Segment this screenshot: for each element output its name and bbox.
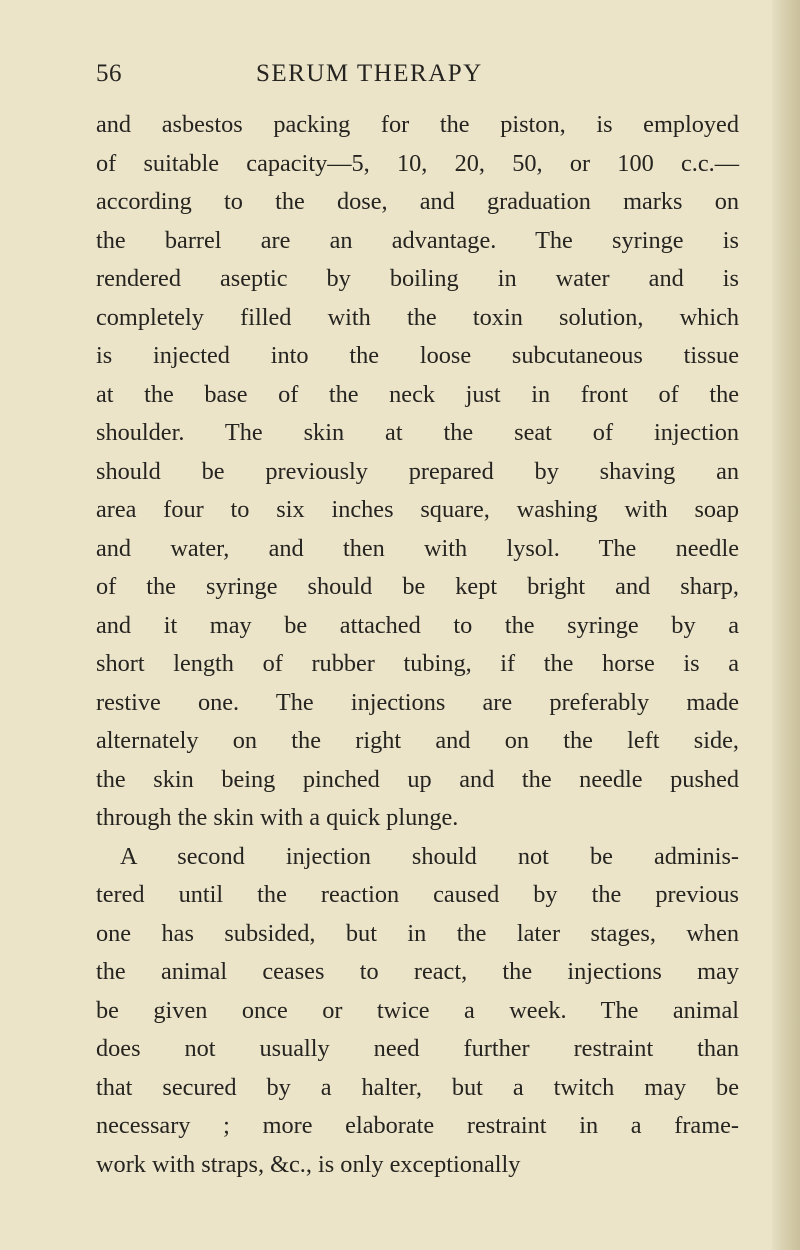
text-line: restive one. The injections are preferably made bbox=[96, 688, 739, 716]
text-line: the barrel are an advantage. The syringe is bbox=[96, 226, 739, 254]
text-line: through the skin with a quick plunge. bbox=[96, 804, 459, 831]
text-line: rendered aseptic by boiling in water and is bbox=[96, 265, 739, 292]
text-line: and it may be attached to the syringe by a bbox=[96, 611, 739, 639]
text-line: at the base of the neck just in front of the bbox=[96, 380, 739, 408]
text-line: the skin being pinched up and the needle pushed bbox=[96, 765, 739, 793]
page-number: 56 bbox=[96, 60, 122, 87]
text-line: alternately on the right and on the left side, bbox=[96, 727, 739, 754]
text-line: one has subsided, but in the later stages, when bbox=[96, 919, 739, 947]
text-line: A second injection should not be adminis- bbox=[120, 842, 739, 870]
text-line: that secured by a halter, but a twitch may be bbox=[96, 1073, 739, 1101]
text-line: is injected into the loose subcutaneous tissue bbox=[96, 342, 739, 369]
text-line: does not usually need further restraint than bbox=[96, 1035, 739, 1062]
text-line: work with straps, &c., is only exceptionally bbox=[96, 1150, 521, 1178]
text-line: according to the dose, and graduation marks on bbox=[96, 188, 739, 215]
text-line: short length of rubber tubing, if the horse is a bbox=[96, 650, 739, 677]
running-head: SERUM THERAPY bbox=[256, 60, 483, 87]
text-line: of suitable capacity—5, 10, 20, 50, or 100 c.c.— bbox=[96, 149, 739, 177]
text-line: and asbestos packing for the piston, is employed bbox=[96, 111, 739, 138]
text-line: area four to six inches square, washing with soap bbox=[96, 496, 739, 523]
page-edge-shadow bbox=[772, 0, 800, 1250]
text-line: should be previously prepared by shaving an bbox=[96, 457, 739, 485]
text-line: shoulder. The skin at the seat of injection bbox=[96, 419, 739, 446]
text-line: be given once or twice a week. The animal bbox=[96, 996, 739, 1024]
text-line: completely filled with the toxin solution, which bbox=[96, 303, 739, 331]
text-line: tered until the reaction caused by the previous bbox=[96, 881, 739, 908]
page-header bbox=[96, 60, 736, 96]
text-line: the animal ceases to react, the injections may bbox=[96, 958, 739, 985]
body-text bbox=[96, 106, 739, 1184]
text-line: of the syringe should be kept bright and sharp, bbox=[96, 573, 739, 600]
text-line: necessary ; more elaborate restraint in a frame- bbox=[96, 1112, 739, 1139]
text-line: and water, and then with lysol. The needle bbox=[96, 534, 739, 562]
